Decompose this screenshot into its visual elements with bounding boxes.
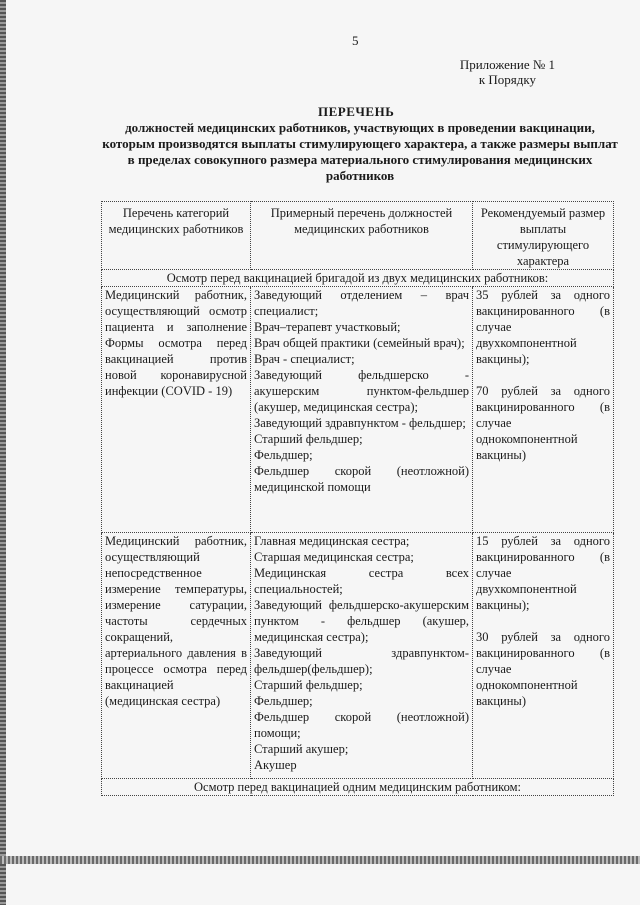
position-item: Старший фельдшер; <box>254 432 363 446</box>
page-number: 5 <box>352 33 359 48</box>
position-item: Фельдшер; <box>254 448 313 462</box>
payment-spacer <box>476 613 610 629</box>
table-row <box>102 533 614 779</box>
table-row <box>102 287 614 533</box>
payment-cell <box>473 287 614 533</box>
appendix-line-2: к Порядку <box>478 72 536 87</box>
position-item: Заведующий фельдшерско - акушерским пунктом-фельдшер (акушер, медицинская сестра); <box>254 368 469 414</box>
scan-bottom-edge <box>0 856 640 864</box>
position-item: Заведующий здравпунктом - фельдшер; <box>254 416 466 430</box>
header-positions: Примерный перечень должностей медицинских работников <box>251 202 473 270</box>
payment-spacer <box>476 367 610 383</box>
position-item: Заведующий фельдшерско-акушерским пунктом - фельдшер (акушер, медицинская сестра); <box>254 598 469 644</box>
appendix-line-1: Приложение № 1 <box>459 57 555 72</box>
scan-left-edge <box>0 0 6 905</box>
header-payment: Рекомендуемый размер выплаты стимулирующего характера <box>473 202 614 270</box>
section-title-single: Осмотр перед вакцинацией одним медицинским работником: <box>102 779 614 796</box>
position-item: Заведующий отделением – врач специалист; <box>254 288 469 318</box>
positions-cell <box>251 533 473 779</box>
position-item: Старший акушер; <box>254 742 349 756</box>
payment-two-component: 15 рублей за одного вакцинированного (в случае двухкомпонентной вакцины); <box>476 534 610 612</box>
category-cell: Медицинский работник, осуществляющий непосредственное измерение температуры, измерение сатурации, частоты сердечных сокращений, артериального давления в процессе осмотра перед вакцинацией (медицинская сестра) <box>102 533 251 779</box>
section-title-team: Осмотр перед вакцинацией бригадой из двух медицинских работников: <box>102 270 614 287</box>
position-item: Врач - специалист; <box>254 352 355 366</box>
document-title: ПЕРЕЧЕНЬ <box>318 104 395 119</box>
position-item: Заведующий здравпунктом-фельдшер(фельдшер); <box>254 646 469 676</box>
positions-cell <box>251 287 473 533</box>
position-item: Фельдшер скорой (неотложной) помощи; <box>254 710 469 740</box>
position-item: Медицинская сестра всех специальностей; <box>254 566 469 596</box>
category-cell: Медицинский работник, осуществляющий осмотр пациента и заполнение Формы осмотра перед вакцинацией против новой коронавирусной инфекции (COVID - 19) <box>102 287 251 533</box>
table-header-row <box>102 202 614 270</box>
position-item: Акушер <box>254 758 297 772</box>
payment-one-component: 30 рублей за одного вакцинированного (в случае однокомпонентной вакцины) <box>476 630 610 708</box>
payment-two-component: 35 рублей за одного вакцинированного (в случае двухкомпонентной вакцины); <box>476 288 610 366</box>
position-item: Врач–терапевт участковый; <box>254 320 401 334</box>
payment-cell <box>473 533 614 779</box>
position-item: Старшая медицинская сестра; <box>254 550 414 564</box>
positions-table <box>101 201 614 796</box>
appendix-label <box>460 57 555 87</box>
section-row <box>102 270 614 287</box>
position-item: Фельдшер; <box>254 694 313 708</box>
position-item: Старший фельдшер; <box>254 678 363 692</box>
position-item: Врач общей практики (семейный врач); <box>254 336 465 350</box>
position-item: Фельдшер скорой (неотложной) медицинской помощи <box>254 464 469 494</box>
position-item: Главная медицинская сестра; <box>254 534 410 548</box>
document-subtitle: должностей медицинских работников, участвующих в проведении вакцинации, которым производятся выплаты стимулирующего характера, а также размеры выплат в пределах совокупного размера материального стимулирования медицинских работников <box>102 120 618 183</box>
header-categories: Перечень категорий медицинских работников <box>102 202 251 270</box>
payment-one-component: 70 рублей за одного вакцинированного (в случае однокомпонентной вакцины) <box>476 384 610 462</box>
section-row <box>102 779 614 796</box>
